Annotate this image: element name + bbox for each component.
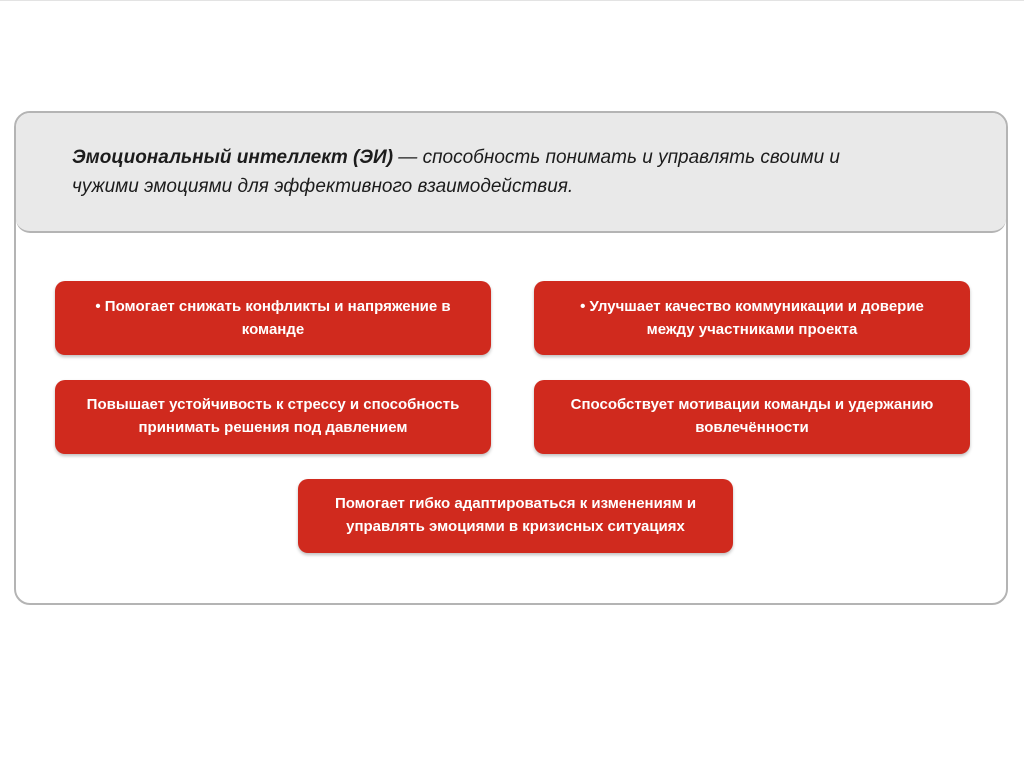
benefit-card-text: Повышает устойчивость к стрессу и способность принимать решения под давлением [86,396,460,436]
definition-term: Эмоциональный интеллект (ЭИ) [72,147,394,168]
benefit-card-text: Способствует мотивации команды и удержанию вовлечённости [570,396,934,436]
benefit-card-text: Помогает гибко адаптироваться к изменениям и управлять эмоциями в кризисных ситуациях [334,495,697,535]
benefit-card-stress [55,380,491,454]
benefit-card-conflicts [55,281,491,355]
benefit-card-communication [534,281,970,355]
definition-text [72,143,912,201]
definition-panel [16,113,1006,233]
benefit-card-adaptation [298,479,733,553]
benefit-card-motivation [534,380,970,454]
top-divider [0,0,1024,1]
benefit-card-text: • Помогает снижать конфликты и напряжение в команде [95,298,451,338]
benefit-card-text: • Улучшает качество коммуникации и доверие между участниками проекта [580,298,924,338]
definition-body: — способность понимать и управлять своими и чужими эмоциями для эффективного взаимодействия. [72,147,840,197]
